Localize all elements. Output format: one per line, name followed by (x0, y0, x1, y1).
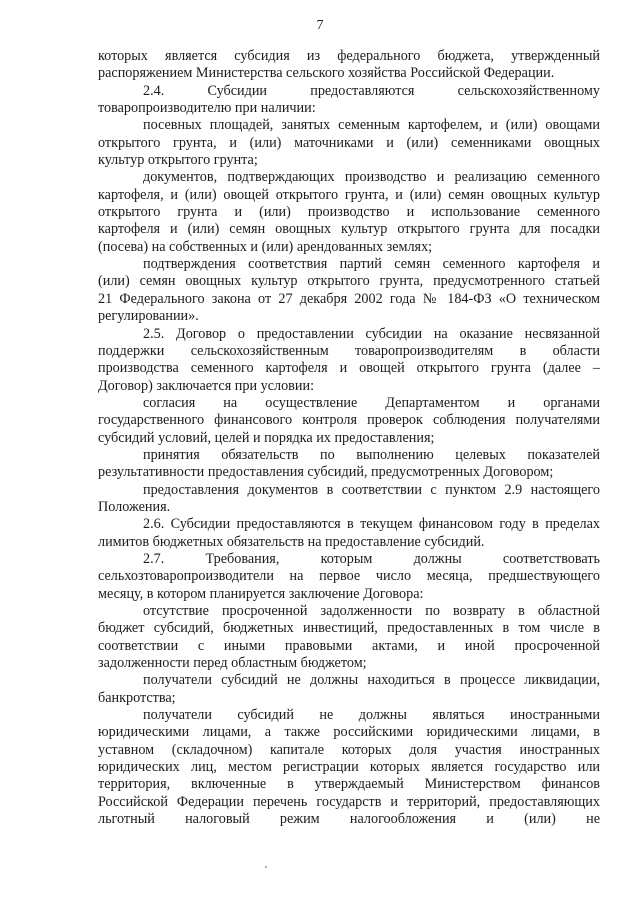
text-line: картофеля и (или) семян овощных культур открытого грунта для посадки (98, 221, 600, 238)
text-line: культур открытого грунта; (98, 152, 258, 169)
document-body (98, 48, 600, 828)
text-line: Договор) заключается при условии: (98, 377, 315, 394)
text-line: (или) семян овощных культур открытого грунта, предусмотренного статьей (98, 273, 600, 290)
text-line: документов, подтверждающих производство и реализацию семенного (143, 169, 600, 186)
text-line: (посева) на собственных и (или) арендованных землях; (98, 238, 433, 255)
text-line: посевных площадей, занятых семенным картофелем, и (или) овощами (143, 117, 600, 134)
page-number: 7 (316, 18, 324, 33)
text-line: территория, включенные в утверждаемый Министерством финансов (98, 776, 600, 793)
text-line: субсидий условий, целей и порядка их предоставления; (98, 429, 435, 446)
text-line: Положения. (98, 498, 171, 515)
text-line: распоряжением Министерства сельского хозяйства Российской Федерации. (98, 65, 555, 82)
text-line: соответствии с иными правовыми актами, и иной просроченной (98, 637, 600, 654)
text-line: предоставления документов в соответствии с пунктом 2.9 настоящего (143, 481, 600, 498)
text-line: льготный налоговый режим налогообложения и (или) не (98, 811, 600, 828)
text-line: лимитов бюджетных обязательств на предоставление субсидий. (98, 533, 485, 550)
text-line: уставном (складочном) капитале которых доля участия иностранных (98, 741, 600, 758)
text-line: сельхозтоваропроизводители на первое число месяца, предшествующего (98, 568, 600, 585)
text-line: подтверждения соответствия партий семян семенного картофеля и (143, 256, 600, 273)
scan-speck (265, 866, 267, 868)
text-line: получатели субсидий не должны являться иностранными (143, 707, 600, 724)
text-line: задолженности перед областным бюджетом; (98, 655, 367, 672)
text-line: отсутствие просроченной задолженности по возврату в областной (143, 603, 600, 619)
text-line: Российской Федерации перечень государств и территорий, предоставляющих (98, 793, 600, 810)
text-line: открытого грунта, и (или) маточниками и (или) семенниками овощных (98, 134, 600, 151)
text-line: юридическими лицами, а также российскими юридическими лицами, в (98, 724, 600, 741)
text-line: 2.5. Договор о предоставлении субсидии на оказание несвязанной (143, 325, 600, 342)
text-line: 2.7. Требования, которым должны соответствовать (143, 550, 600, 567)
text-line: согласия на осуществление Департаментом и органами (143, 394, 600, 411)
text-line: принятия обязательств по выполнению целевых показателей (143, 446, 600, 463)
text-line: месяцу, в котором планируется заключение Договора: (98, 585, 424, 602)
text-line: бюджет субсидий, бюджетных инвестиций, предоставленных в том числе в (98, 620, 600, 637)
text-line: 21 Федерального закона от 27 декабря 2002 года № 184-ФЗ «О техническом (98, 290, 600, 307)
text-line: которых является субсидия из федерального бюджета, утвержденный (98, 48, 600, 64)
text-line: 2.4. Субсидии предоставляются сельскохозяйственному (143, 82, 600, 99)
text-line: товаропроизводителю при наличии: (98, 100, 316, 117)
text-line: государственного финансового контроля проверок соблюдения получателями (98, 412, 600, 429)
text-line: банкротства; (98, 689, 176, 706)
text-line: 2.6. Субсидии предоставляются в текущем финансовом году в пределах (143, 516, 600, 533)
text-line: результативности предоставления субсидий, предусмотренных Договором; (98, 464, 554, 481)
text-line: регулировании». (98, 308, 199, 325)
text-line: производства семенного картофеля и овощей открытого грунта (далее – (98, 360, 600, 377)
text-line: юридических лиц, местом регистрации которых является государство или (98, 759, 600, 776)
text-line: открытого грунта и (или) производство и использование семенного (98, 204, 600, 221)
text-line: картофеля, и (или) овощей открытого грунта, и (или) семян овощных культур (98, 186, 600, 203)
text-line: получатели субсидий не должны находиться в процессе ликвидации, (143, 672, 600, 689)
text-line: поддержки сельскохозяйственным товаропроизводителям в области (98, 342, 600, 359)
